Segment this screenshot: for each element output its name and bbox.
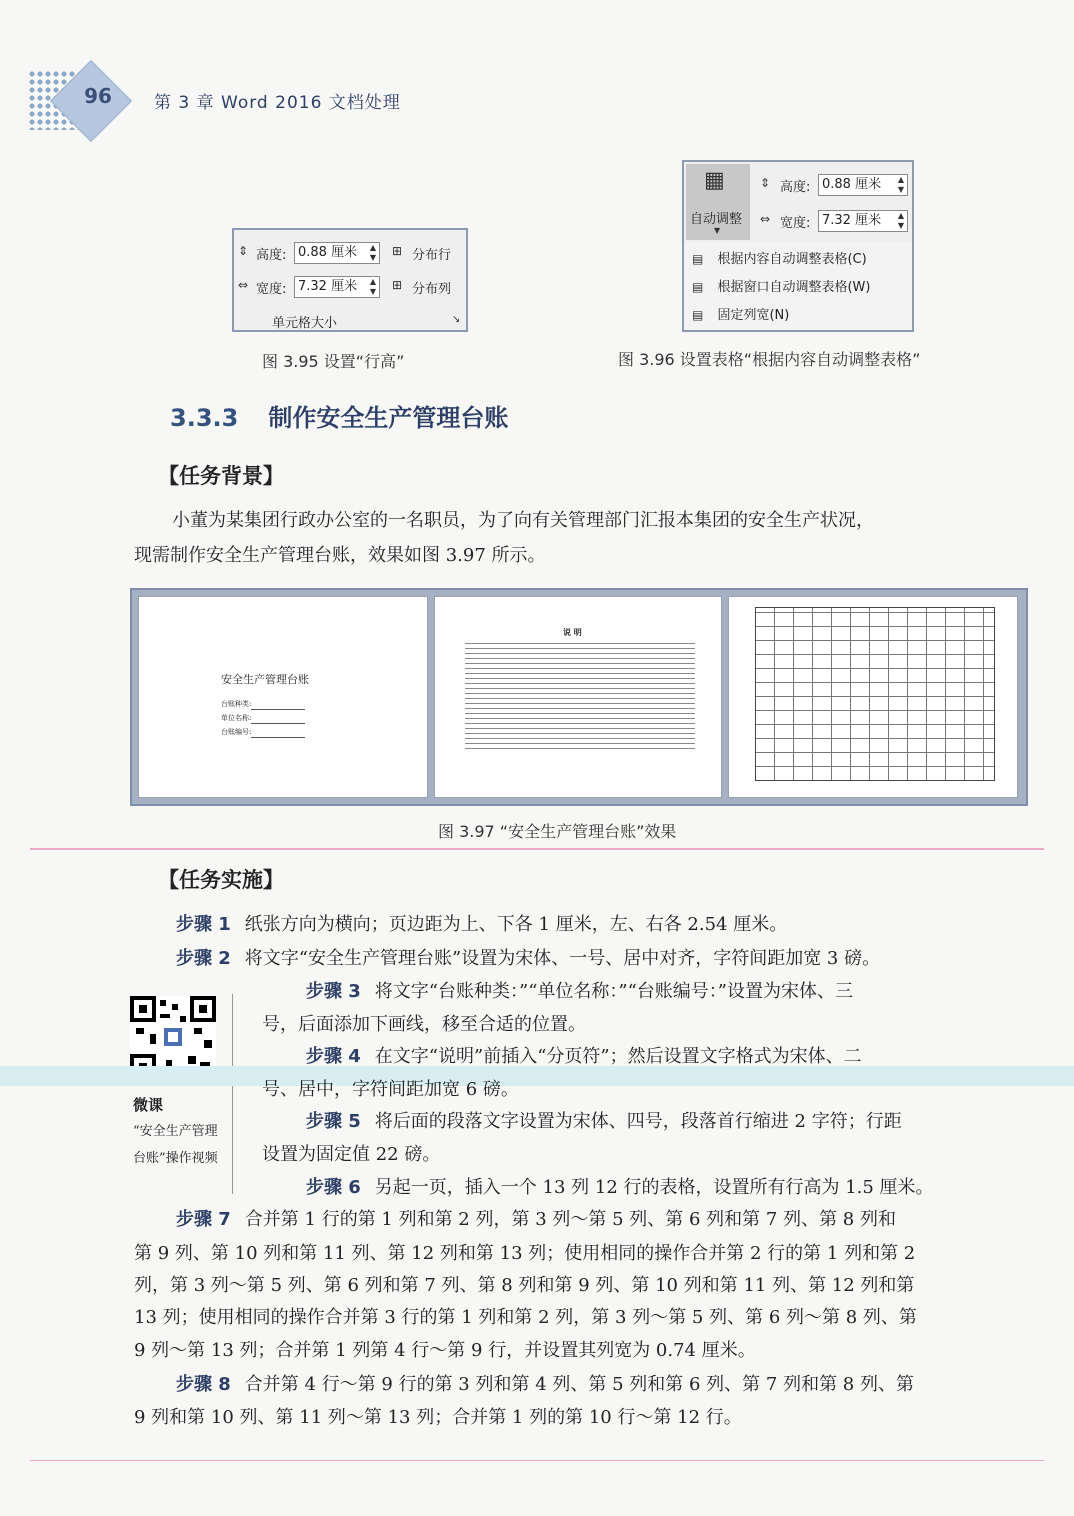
spin-icon[interactable]: ▲ ▼ [897,211,904,230]
fig95-caption: 图 3.95 设置“行高” [262,352,405,371]
step-text: 合并第 4 行～第 9 行的第 3 列和第 4 列、第 5 列和第 6 列、第 7 列和第 8 列、第 [244,1374,914,1395]
step-7 [176,1202,896,1237]
step-5 [306,1104,902,1139]
cover-field-label: 台账编号: [221,728,252,736]
menu-item-label: 固定列宽(N) [717,308,790,323]
row-height-icon: ⇕ [760,176,771,190]
step-7-line2: 第 9 列、第 10 列和第 11 列、第 12 列和第 13 列；使用相同的操作合并第 2 行的第 1 列和第 2 [134,1243,916,1264]
ribbon-autofit [682,160,914,332]
row-height-icon: ⇕ [238,244,249,258]
task-background-line2: 现需制作安全生产管理台账，效果如图 3.97 所示。 [134,545,546,566]
sidebar-divider [232,994,233,1194]
width-value: 7.32 厘米 [822,213,882,228]
step-text: 将文字“安全生产管理台账”设置为宋体、一号、居中对齐，字符间距加宽 3 磅。 [244,948,881,969]
preview-page-notes [434,596,722,798]
task-background-line1: 小董为某集团行政办公室的一名职员，为了向有关管理部门汇报本集团的安全生产状况， [172,510,874,531]
step-label: 步骤 8 [176,1374,231,1395]
height-input[interactable] [818,174,908,196]
step-8-line2: 9 列和第 10 列、第 11 列～第 13 列；合并第 1 列的第 10 行～第 12 行。 [134,1407,742,1428]
spin-icon[interactable]: ▲ ▼ [369,277,376,296]
menu-item-fixed-width[interactable] [692,304,789,323]
distribute-rows-icon: ⊞ [392,244,403,258]
step-text: 纸张方向为横向；页边距为上、下各 1 厘米，左、右各 2.54 厘米。 [244,914,788,935]
ledger-table-thumb [755,607,995,781]
distribute-rows-button[interactable]: 分布行 [412,248,452,263]
cover-field-code [221,727,251,737]
step-1 [176,907,787,942]
chevron-down-icon: ▼ [714,226,721,235]
step-text: 另起一页，插入一个 13 列 12 行的表格，设置所有行高为 1.5 厘米。 [374,1177,934,1198]
chapter-title: 第 3 章 Word 2016 文档处理 [154,93,401,113]
step-label: 步骤 5 [306,1111,361,1132]
weike-description: “安全生产管理台账”操作视频 [133,1124,218,1166]
section-number: 3.3.3 [170,404,239,432]
height-value: 0.88 厘米 [298,245,358,260]
fixed-width-icon: ▤ [692,308,704,322]
notes-title: 说 明 [563,627,582,637]
fig96-caption: 图 3.96 设置表格“根据内容自动调整表格” [618,350,921,369]
preview-page-table [728,596,1018,798]
step-7-line5: 9 列～第 13 列；合并第 1 列第 4 行～第 9 行，并设置其列宽为 0.74 厘米。 [134,1340,756,1361]
spin-icon[interactable]: ▲ ▼ [897,175,904,194]
height-value: 0.88 厘米 [822,177,882,192]
fig97-preview [130,588,1028,806]
ribbon-cell-size [232,228,468,332]
height-label: 高度: [256,248,287,263]
dialog-launcher-icon[interactable]: ↘ [452,314,461,325]
step-text: 合并第 1 行的第 1 列和第 2 列，第 3 列～第 5 列、第 6 列和第 7 列、第 8 列和 [244,1209,896,1230]
width-input[interactable] [818,210,908,232]
preview-page-cover [138,596,428,798]
col-width-icon: ⇔ [760,212,771,226]
footer-line [30,1460,1044,1461]
step-4 [306,1039,862,1074]
task-impl-heading: 【任务实施】 [158,868,284,892]
underline [251,737,305,738]
step-label: 步骤 3 [306,981,361,1002]
section-title: 制作安全生产管理台账 [268,404,509,432]
height-input[interactable] [294,242,380,264]
group-label: 单元格大小 [272,316,338,331]
step-2 [176,941,880,976]
menu-item-label: 根据窗口自动调整表格(W) [717,280,871,295]
autofit-label: 自动调整 [690,212,743,227]
autofit-button[interactable] [686,164,750,240]
menu-item-label: 根据内容自动调整表格(C) [717,252,867,267]
task-background-heading: 【任务背景】 [158,464,284,488]
table-icon: ▦ [704,168,725,193]
underline [251,709,305,710]
step-text: 将文字“台账种类：”“单位名称：”“台账编号：”设置为宋体、三 [374,981,854,1002]
menu-item-autofit-contents[interactable] [692,248,867,267]
step-text: 在文字“说明”前插入“分页符”；然后设置文字格式为宋体、二 [374,1046,862,1067]
step-4-cont: 号、居中，字符间距加宽 6 磅。 [262,1079,519,1100]
section-heading [170,398,508,433]
weike-label: 微课 [133,1096,164,1114]
autofit-menu [684,242,912,330]
cover-field-type [221,699,251,709]
distribute-cols-icon: ⊞ [392,278,403,292]
step-8 [176,1367,914,1402]
page-number: 96 [84,84,112,108]
divider-line [30,848,1044,850]
width-value: 7.32 厘米 [298,279,358,294]
step-3-cont: 号，后面添加下画线，移至合适的位置。 [262,1014,586,1035]
step-7-line4: 13 列；使用相同的操作合并第 3 行的第 1 列和第 2 列，第 3 列～第 5 列、第 6 列～第 8 列、第 [134,1307,917,1328]
col-width-icon: ⇔ [238,278,249,292]
width-label: 宽度: [256,282,287,297]
cover-field-unit [221,713,251,723]
step-label: 步骤 7 [176,1209,231,1230]
step-label: 步骤 2 [176,948,231,969]
fig97-caption: 图 3.97 “安全生产管理台账”效果 [438,822,677,841]
menu-item-autofit-window[interactable] [692,276,870,295]
step-label: 步骤 1 [176,914,231,935]
step-label: 步骤 4 [306,1046,361,1067]
cover-title: 安全生产管理台账 [221,673,309,686]
step-3 [306,974,853,1009]
underline [251,723,305,724]
step-7-line3: 列，第 3 列～第 5 列、第 6 列和第 7 列、第 8 列和第 9 列、第 10 列和第 11 列、第 12 列和第 [134,1275,915,1296]
width-input[interactable] [294,276,380,298]
step-label: 步骤 6 [306,1177,361,1198]
height-label: 高度: [780,180,811,195]
distribute-cols-button[interactable]: 分布列 [412,282,452,297]
autofit-window-icon: ▤ [692,280,704,294]
step-6 [306,1170,934,1205]
cover-field-label: 单位名称: [221,714,252,722]
step-text: 将后面的段落文字设置为宋体、四号，段落首行缩进 2 字符；行距 [374,1111,902,1132]
notes-text-block [465,639,695,749]
cover-field-label: 台账种类: [221,700,252,708]
width-label: 宽度: [780,216,811,231]
step-5-cont: 设置为固定值 22 磅。 [262,1144,441,1165]
spin-icon[interactable]: ▲ ▼ [369,243,376,262]
autofit-contents-icon: ▤ [692,252,704,266]
